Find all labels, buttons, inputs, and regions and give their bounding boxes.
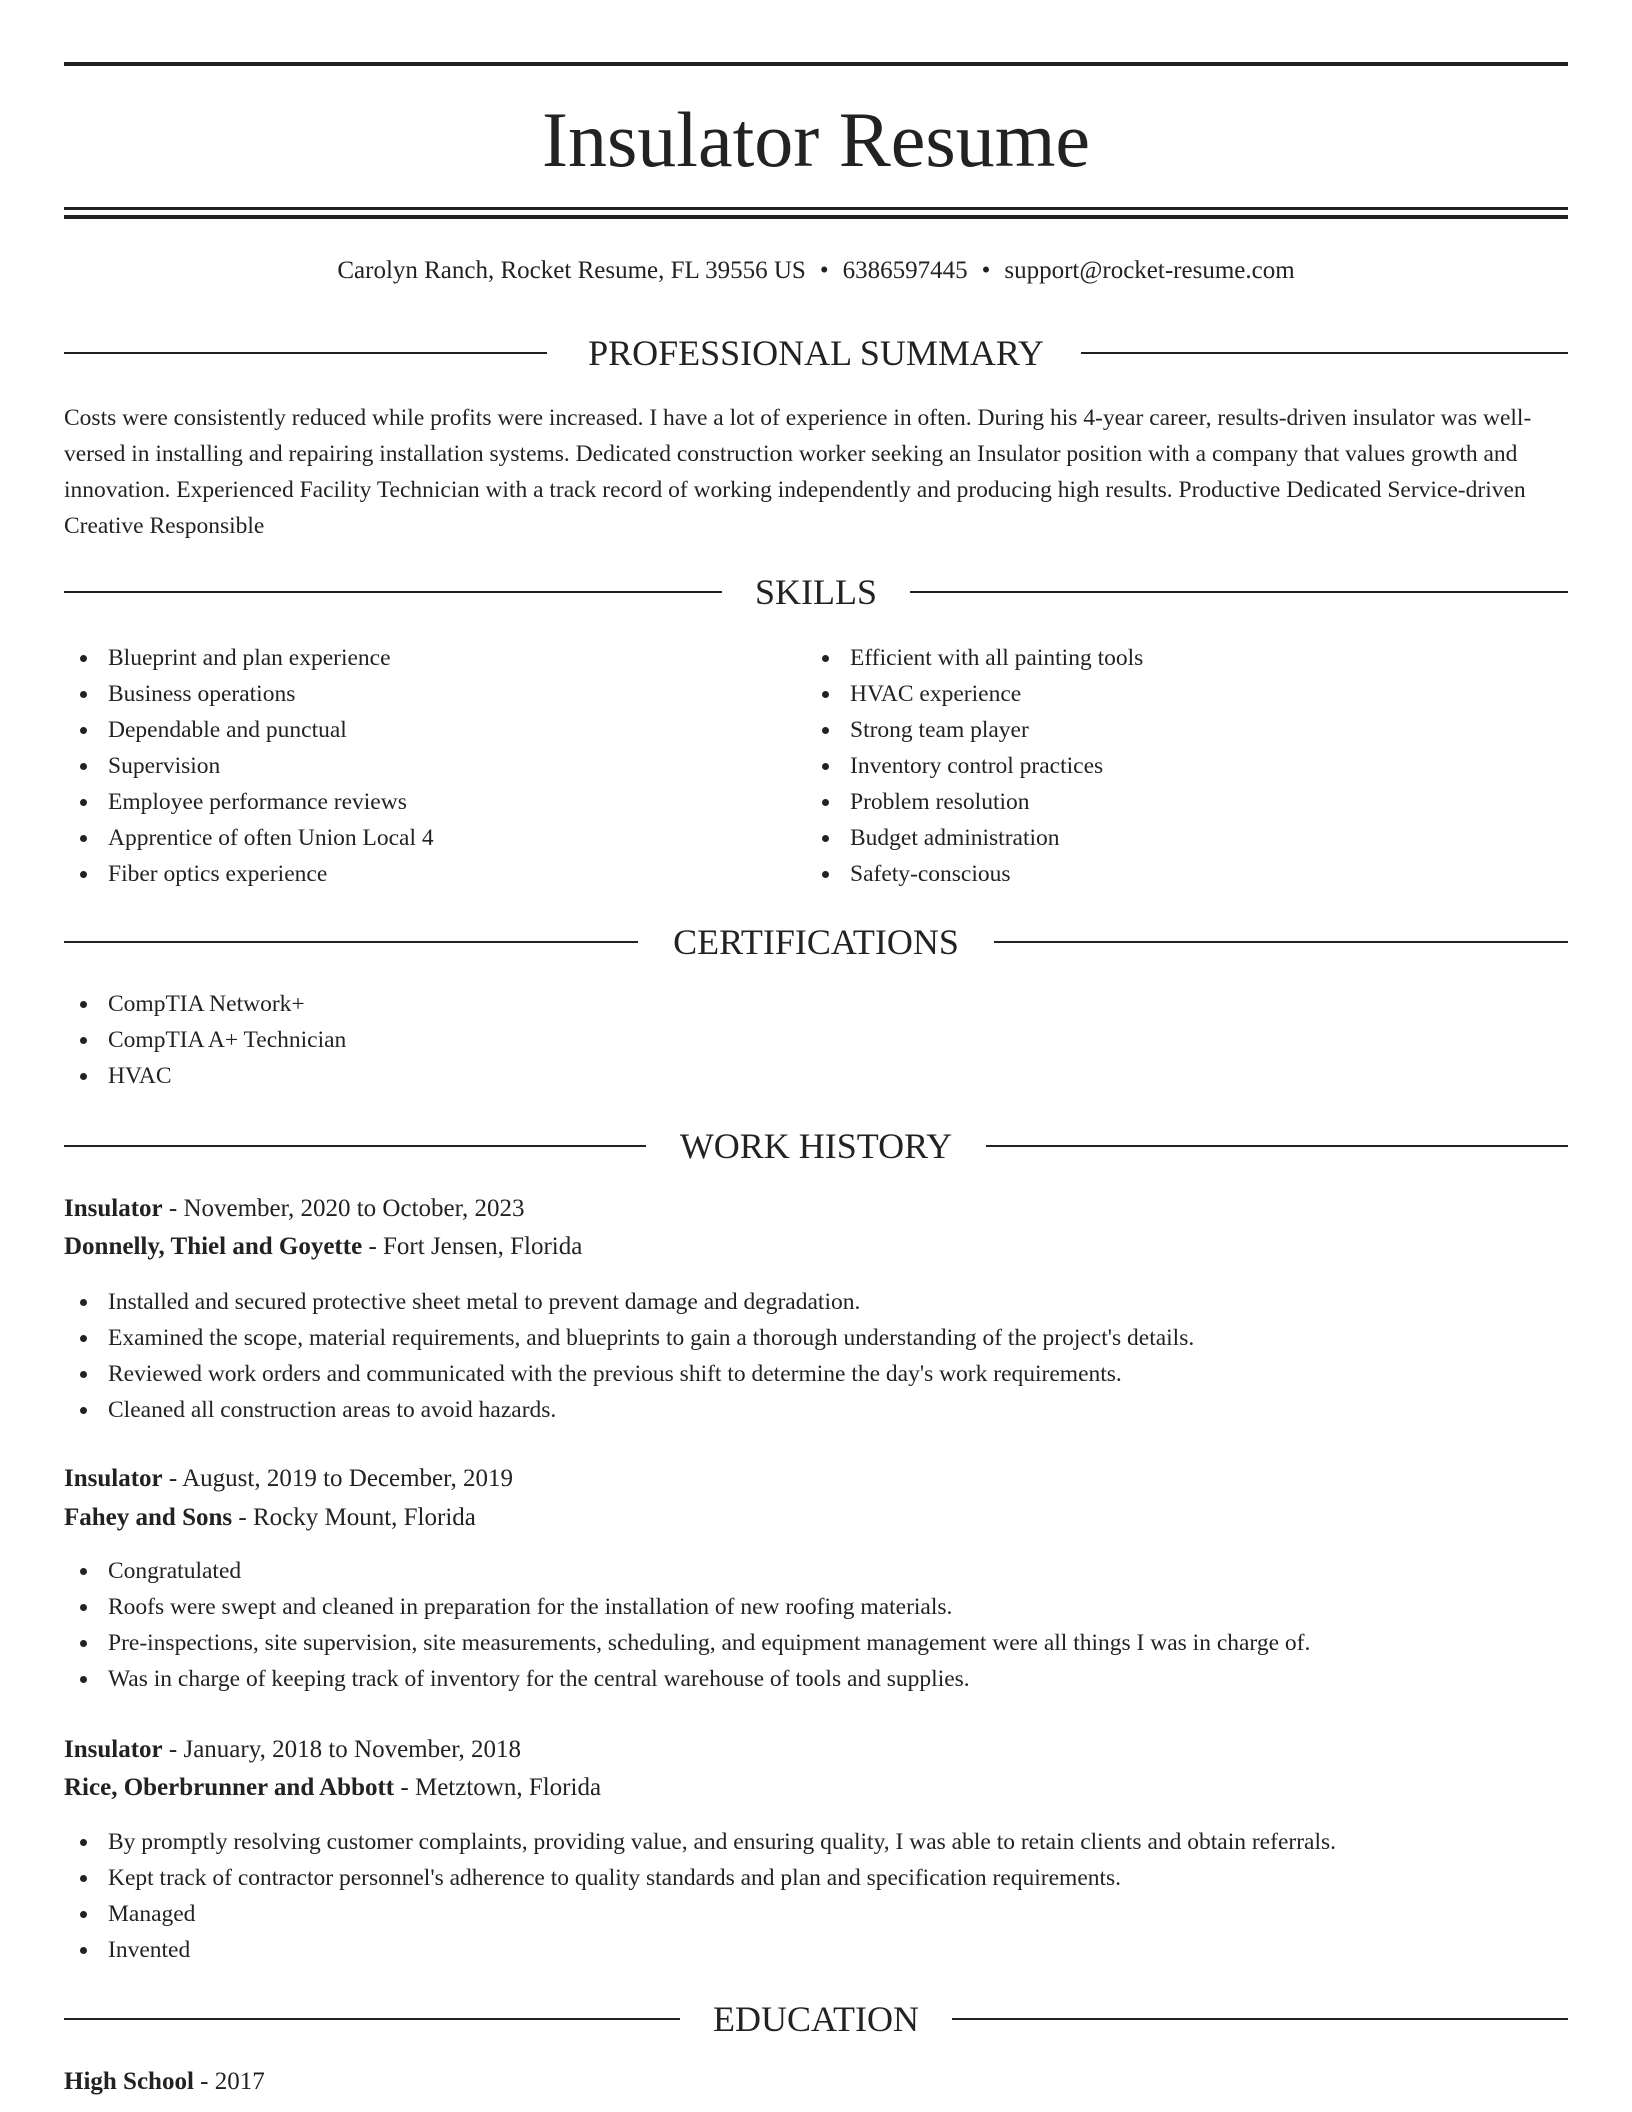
job-bullet: Installed and secured protective sheet metal to prevent damage and degradation.: [64, 1284, 1194, 1320]
job-bullet: Examined the scope, material requirements, and blueprints to gain a thorough understanding of the project's details.: [64, 1320, 1194, 1356]
section-title: PROFESSIONAL SUMMARY: [588, 333, 1044, 373]
skill-item: Dependable and punctual: [64, 712, 434, 748]
job-location: - Metztown, Florida: [394, 1774, 602, 1801]
contact-separator: •: [819, 257, 829, 284]
job-company: Donnelly, Thiel and Goyette: [64, 1233, 363, 1260]
section-heading-work-history: [64, 1124, 1568, 1168]
job-bullet: Pre-inspections, site supervision, site measurements, scheduling, and equipment management were all things I was in charge of.: [64, 1625, 1310, 1661]
job-bullet: By promptly resolving customer complaints, providing value, and ensuring quality, I was able to retain clients and obtain referrals.: [64, 1824, 1336, 1860]
skill-item: Inventory control practices: [806, 748, 1143, 784]
heading-rule-right: [1081, 352, 1568, 354]
education-line: [64, 2064, 1568, 2100]
heading-rule-right: [910, 591, 1568, 593]
skills-list-left: [64, 640, 434, 892]
job-bullet: Managed: [64, 1896, 1336, 1932]
job-company-line: [64, 1500, 1568, 1536]
job-bullet: Roofs were swept and cleaned in preparation for the installation of new roofing materials.: [64, 1589, 1310, 1625]
section-title: EDUCATION: [713, 1999, 919, 2039]
job-title-line: [64, 1732, 1568, 1768]
job-title: Insulator: [64, 1736, 163, 1763]
certification-item: CompTIA A+ Technician: [64, 1022, 346, 1058]
job-bullets: [64, 1284, 1194, 1428]
certification-item: HVAC: [64, 1058, 346, 1094]
skill-item: Safety-conscious: [806, 856, 1143, 892]
job-bullet: Invented: [64, 1932, 1336, 1968]
job-bullet: Congratulated: [64, 1553, 1310, 1589]
skill-item: Fiber optics experience: [64, 856, 434, 892]
contact-phone: 6386597445: [842, 257, 968, 284]
title-rule-lower: [64, 215, 1568, 219]
skill-item: Apprentice of often Union Local 4: [64, 820, 434, 856]
section-title: WORK HISTORY: [679, 1126, 953, 1166]
job-bullet: Kept track of contractor personnel's adherence to quality standards and plan and specification requirements.: [64, 1860, 1336, 1896]
job-dates: - August, 2019 to December, 2019: [162, 1465, 513, 1492]
contact-line: [64, 254, 1568, 288]
skill-item: HVAC experience: [806, 676, 1143, 712]
skill-item: Efficient with all painting tools: [806, 640, 1143, 676]
section-heading-certifications: [64, 920, 1568, 964]
job-title-line: [64, 1461, 1568, 1497]
skill-item: Business operations: [64, 676, 434, 712]
contact-separator: •: [981, 257, 991, 284]
job-title: Insulator: [64, 1195, 163, 1222]
job-dates: - January, 2018 to November, 2018: [162, 1736, 522, 1763]
job-bullets: [64, 1824, 1336, 1968]
skill-item: Supervision: [64, 748, 434, 784]
top-rule: [64, 62, 1568, 66]
summary-text: Costs were consistently reduced while profits were increased. I have a lot of experience in often. During his 4-year career, results-driven insulator was well-versed in installing and repairing installation systems. Dedicated construction worker seeking an Insulator position with a company that values growth and innovation. Experienced Facility Technician with a track record of working independently and producing high results. Productive Dedicated Service-driven Creative Responsible: [64, 405, 1532, 539]
job-location: - Fort Jensen, Florida: [362, 1233, 583, 1260]
skills-list-right: [806, 640, 1143, 892]
skill-item: Blueprint and plan experience: [64, 640, 434, 676]
job-bullet: Was in charge of keeping track of inventory for the central warehouse of tools and supplies.: [64, 1661, 1310, 1697]
skill-item: Budget administration: [806, 820, 1143, 856]
job-title-line: [64, 1191, 1568, 1227]
job-bullet: Cleaned all construction areas to avoid hazards.: [64, 1392, 1194, 1428]
job-dates: - November, 2020 to October, 2023: [162, 1195, 525, 1222]
job-bullets: [64, 1553, 1310, 1697]
section-heading-education: [64, 1997, 1568, 2041]
section-title: CERTIFICATIONS: [673, 922, 959, 962]
section-heading-skills: [64, 570, 1568, 614]
certification-item: CompTIA Network+: [64, 986, 346, 1022]
education-year: - 2017: [193, 2068, 265, 2095]
section-title: SKILLS: [754, 572, 877, 612]
heading-rule-right: [952, 2018, 1568, 2020]
job-company: Rice, Oberbrunner and Abbott: [64, 1774, 395, 1801]
skill-item: Problem resolution: [806, 784, 1143, 820]
job-title: Insulator: [64, 1465, 163, 1492]
job-company-line: [64, 1770, 1568, 1806]
job-company-line: [64, 1229, 1568, 1265]
job-company: Fahey and Sons: [64, 1504, 233, 1531]
certifications-list: [64, 986, 346, 1094]
heading-rule-right: [994, 941, 1568, 943]
job-bullet: Reviewed work orders and communicated with the previous shift to determine the day's work requirements.: [64, 1356, 1194, 1392]
job-location: - Rocky Mount, Florida: [232, 1504, 476, 1531]
skill-item: Strong team player: [806, 712, 1143, 748]
contact-address: Carolyn Ranch, Rocket Resume, FL 39556 US: [337, 257, 806, 284]
section-heading-summary: [64, 331, 1568, 375]
education-degree: High School: [64, 2068, 194, 2095]
contact-email: support@rocket-resume.com: [1004, 257, 1295, 284]
title-rule-upper: [64, 207, 1568, 210]
skill-item: Employee performance reviews: [64, 784, 434, 820]
resume-title: Insulator Resume: [541, 96, 1091, 183]
heading-rule-right: [986, 1145, 1568, 1147]
